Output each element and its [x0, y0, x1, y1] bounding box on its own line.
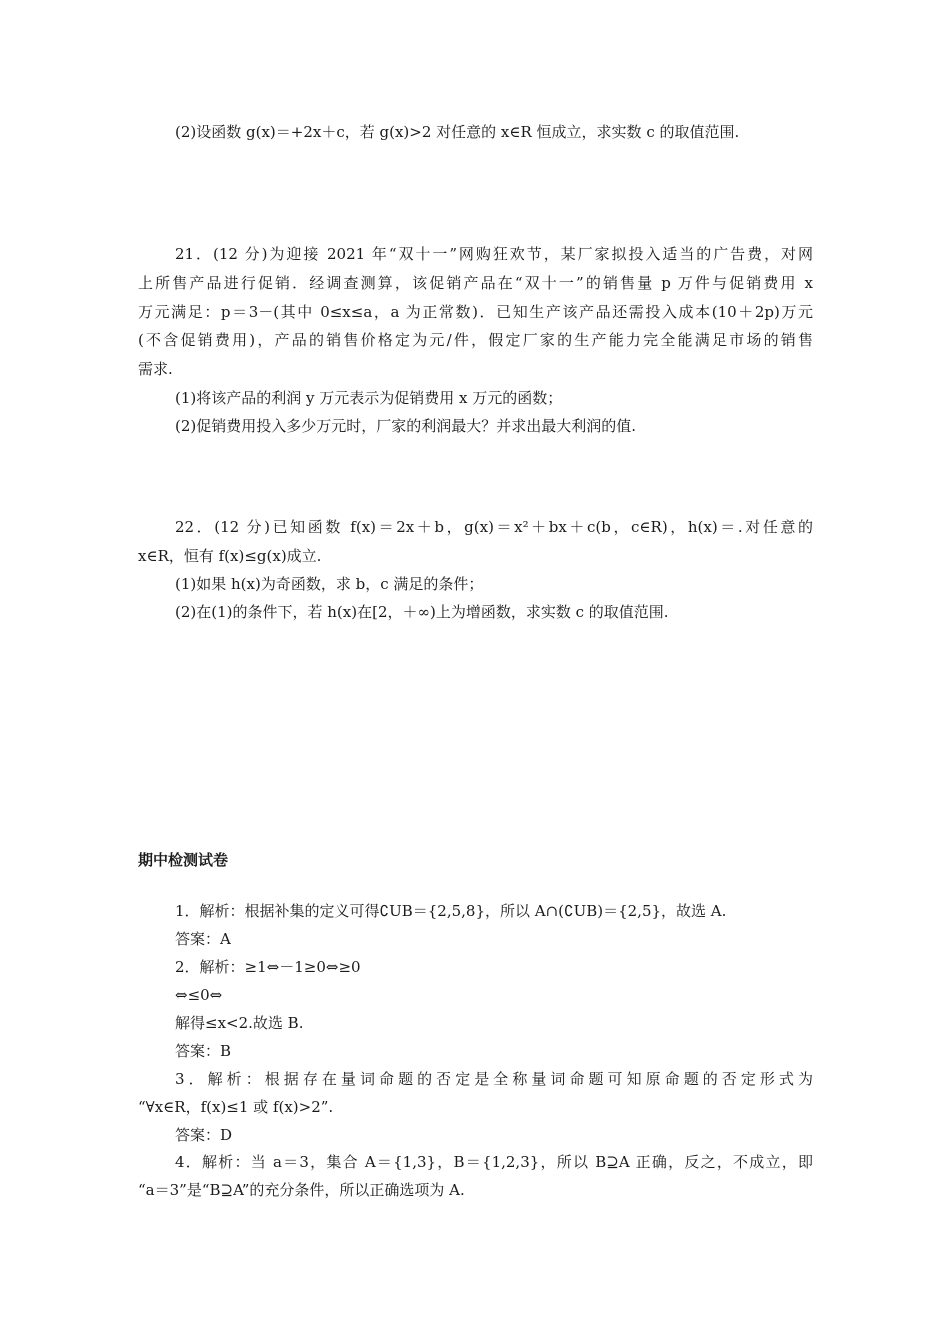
- q21-line-1: 21．(12 分)为迎接 2021 年“双十一”网购狂欢节，某厂家拟投入适当的广告费，对网: [175, 245, 813, 263]
- q20-part2: (2)设函数 g(x)＝+2x＋c，若 g(x)>2 对任意的 x∈R 恒成立，求实数 c 的取值范围.: [175, 123, 740, 141]
- q22-line-1: 22．(12 分)已知函数 f(x)＝2x＋b，g(x)＝x²＋bx＋c(b，c∈R)，h(x)＝.对任意的: [175, 518, 813, 536]
- q21-part1: (1)将该产品的利润 y 万元表示为促销费用 x 万元的函数；: [175, 389, 563, 407]
- answer-2-line-3: 解得≤x<2.故选 B.: [175, 1014, 304, 1032]
- q21-line-5: 需求.: [138, 360, 173, 378]
- answer-3-result: 答案：D: [175, 1126, 233, 1144]
- answer-3: 3．解析：根据存在量词命题的否定是全称量词命题可知原命题的否定形式为: [175, 1070, 813, 1088]
- q21-line-3: 万元满足：p＝3－(其中 0≤x≤a，a 为正常数)．已知生产该产品还需投入成本(10＋2p)万元: [138, 303, 813, 321]
- answer-4: 4．解析：当 a＝3，集合 A＝{1,3}，B＝{1,2,3}，所以 B⊇A 正确，反之，不成立，即: [175, 1153, 813, 1171]
- q21-line-2: 上所售产品进行促销．经调查测算，该促销产品在“双十一”的销售量 p 万件与促销费用 x: [138, 274, 813, 292]
- answer-1-result: 答案：A: [175, 930, 231, 948]
- q21-line-4: (不含促销费用)，产品的销售价格定为元/件，假定厂家的生产能力完全能满足市场的销售: [138, 331, 813, 349]
- answer-1: 1．解析：根据补集的定义可得∁UB＝{2,5,8}，所以 A∩(∁UB)＝{2,5}，故选 A.: [175, 902, 727, 920]
- q22-part1: (1)如果 h(x)为奇函数，求 b，c 满足的条件；: [175, 575, 484, 593]
- answers-title: 期中检测试卷: [138, 851, 229, 869]
- q22-part2: (2)在(1)的条件下，若 h(x)在[2，＋∞)上为增函数，求实数 c 的取值范围.: [175, 603, 669, 621]
- q22-line-2: x∈R，恒有 f(x)≤g(x)成立.: [138, 547, 322, 565]
- answer-4-line-2: “a＝3”是“B⊇A”的充分条件，所以正确选项为 A.: [138, 1181, 465, 1199]
- answer-2-line-2: ⇔≤0⇔: [175, 986, 223, 1004]
- answer-3-line-2: “∀x∈R，f(x)≤1 或 f(x)>2”.: [138, 1098, 334, 1116]
- answer-2-result: 答案：B: [175, 1042, 232, 1060]
- q21-part2: (2)促销费用投入多少万元时，厂家的利润最大？并求出最大利润的值.: [175, 417, 637, 435]
- answer-2: 2．解析：≥1⇔－1≥0⇔≥0: [175, 958, 361, 976]
